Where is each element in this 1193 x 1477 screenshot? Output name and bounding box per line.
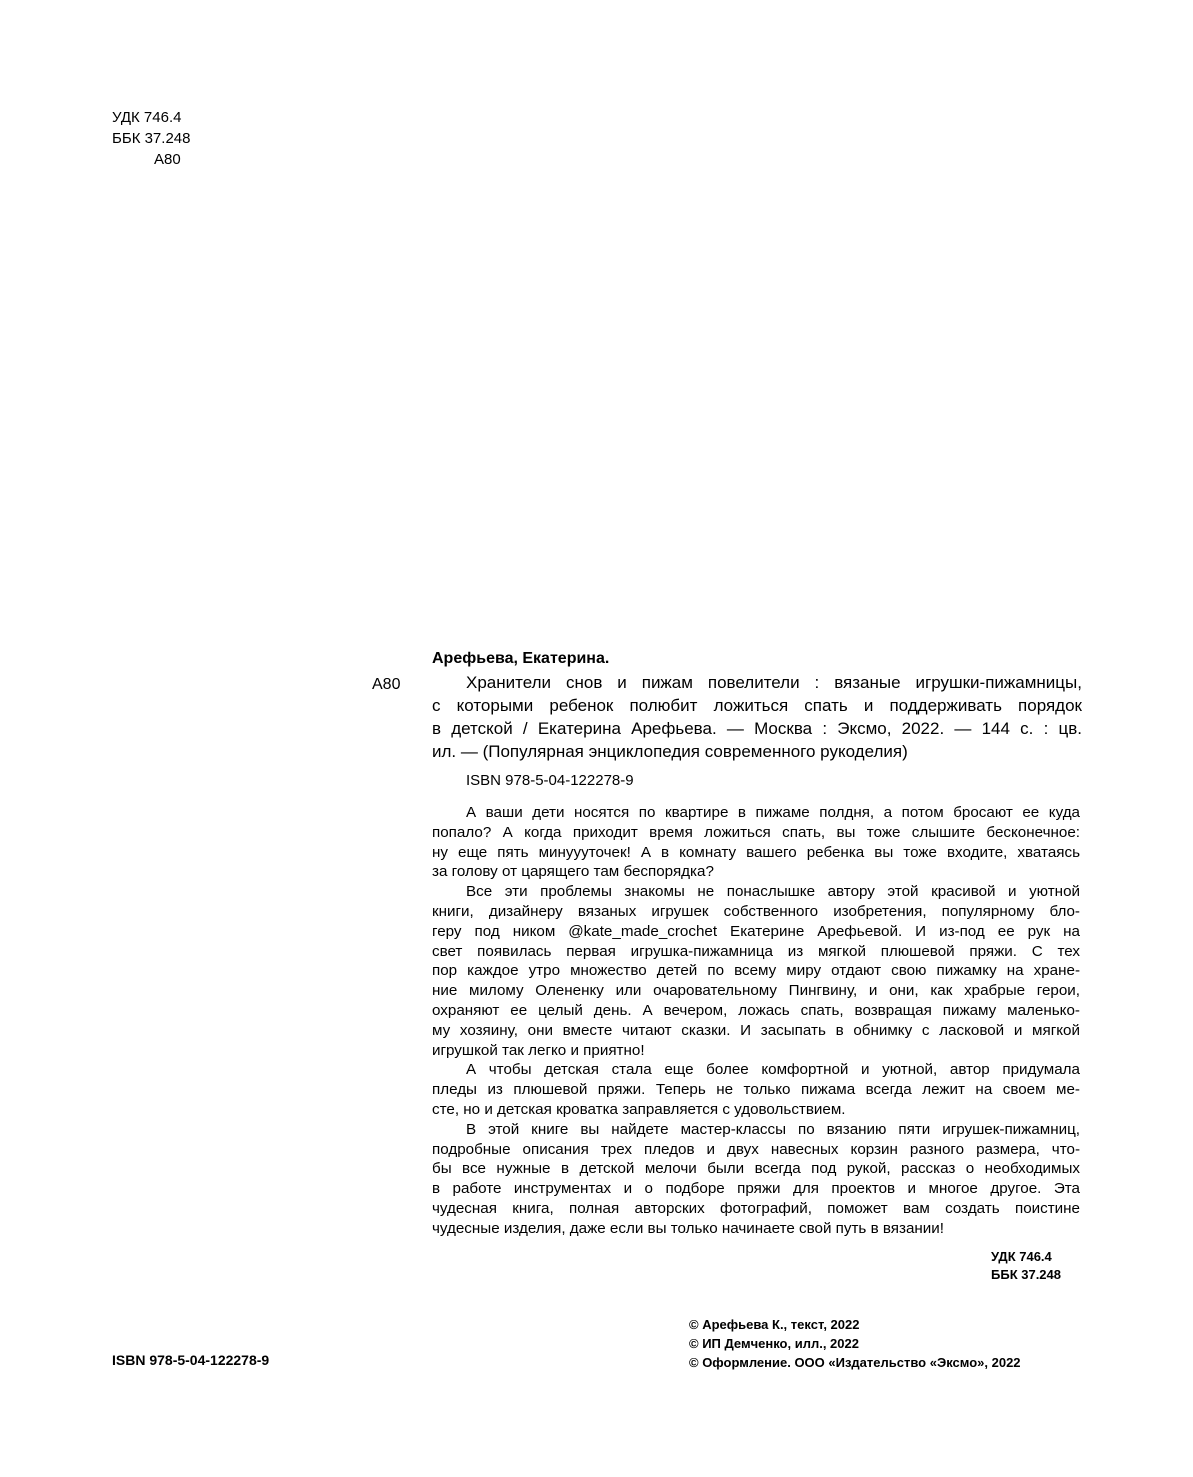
annotation-line: сте, но и детская кроватка заправляется с удовольствием.: [432, 1100, 846, 1118]
annotation-line: А чтобы детская стала еще более комфортной и уютной, автор придумала: [466, 1061, 1080, 1079]
annotation-line: охраняют ее целый день. А вечером, ложась спать, возвращая пижаму маленько-: [432, 1001, 1080, 1019]
author-mark: А80: [154, 151, 181, 168]
annotation-line: чудесные изделия, даже если вы только начинаете свой путь в вязании!: [432, 1219, 944, 1237]
copyright-line: © ИП Демченко, илл., 2022: [689, 1336, 859, 1351]
annotation-line: пледы из плюшевой пряжи. Теперь не только пижама всегда лежит на своем ме-: [432, 1081, 1080, 1099]
annotation-line: подробные описания трех пледов и двух навесных корзин разного размера, что-: [432, 1140, 1080, 1158]
isbn-bottom: ISBN 978-5-04-122278-9: [112, 1352, 270, 1368]
copyright-line: © Оформление. ООО «Издательство «Эксмо», 2022: [689, 1355, 1021, 1370]
annotation-line: А ваши дети носятся по квартире в пижаме полдня, а потом бросают ее куда: [466, 804, 1080, 821]
bbk-code-bottom: ББК 37.248: [991, 1267, 1061, 1282]
bibliographic-description: [432, 671, 1082, 763]
copyright-line: © Арефьева К., текст, 2022: [689, 1317, 860, 1332]
annotation: [432, 803, 1080, 1239]
annotation-line: Все эти проблемы знакомы не понаслышке автору этой красивой и уютной: [466, 883, 1080, 901]
bib-line: в детской / Екатерина Арефьева. — Москва : Эксмо, 2022. — 144 с. : цв.: [432, 719, 1082, 738]
udk-code: УДК 746.4: [112, 109, 182, 126]
bib-line: Хранители снов и пижам повелители : вязаные игрушки-пижамницы,: [466, 673, 1082, 692]
annotation-line: попало? А когда приходит время ложиться спать, вы тоже слышите бесконечное:: [432, 823, 1080, 841]
annotation-line: ну еще пять минуууточек! А в комнату вашего ребенка вы тоже входите, хватаясь: [432, 843, 1080, 861]
annotation-line: в работе инструментах и о подборе пряжи для проектов и многое другое. Эта: [432, 1180, 1080, 1198]
copyright-block: [689, 1315, 1021, 1372]
annotation-line: книги, дизайнеру вязаных игрушек собственного изобретения, популярному бло-: [432, 902, 1080, 920]
bib-line: ил. — (Популярная энциклопедия современного рукоделия): [432, 742, 908, 761]
record-author-mark: А80: [372, 676, 401, 693]
annotation-line: свет появилась первая игрушка-пижамница из мягкой плюшевой пряжи. С тех: [432, 942, 1080, 960]
annotation-line: му хозяину, они вместе читают сказки. И засыпать в обнимку с ласковой и мягкой: [432, 1021, 1080, 1039]
annotation-line: пор каждое утро множество детей по всему миру отдают свою пижамку на хране-: [432, 962, 1080, 980]
annotation-line: бы все нужные в детской мелочи были всегда под рукой, рассказ о необходимых: [432, 1160, 1080, 1178]
annotation-line: геру под ником @kate_made_crochet Екатерине Арефьевой. И из-под ее рук на: [432, 922, 1080, 940]
udk-code-bottom: УДК 746.4: [991, 1249, 1052, 1264]
bbk-code: ББК 37.248: [112, 130, 191, 147]
bib-line: с которыми ребенок полюбит ложиться спать и поддерживать порядок: [432, 696, 1082, 715]
top-classification-codes: [112, 107, 190, 170]
annotation-line: чудесная книга, полная авторских фотографий, поможет вам создать поистине: [432, 1199, 1080, 1217]
author-heading: Арефьева, Екатерина.: [432, 650, 610, 667]
annotation-line: В этой книге вы найдете мастер-классы по вязанию пяти игрушек-пижамниц,: [466, 1120, 1080, 1138]
annotation-line: ние милому Олененку или очаровательному Пингвину, и они, как храбрые герои,: [432, 982, 1080, 1000]
annotation-line: игрушкой так легко и приятно!: [432, 1041, 645, 1059]
bottom-classification-codes: [991, 1248, 1061, 1284]
annotation-line: за голову от царящего там беспорядка?: [432, 863, 714, 881]
record-isbn: ISBN 978-5-04-122278-9: [466, 772, 634, 789]
